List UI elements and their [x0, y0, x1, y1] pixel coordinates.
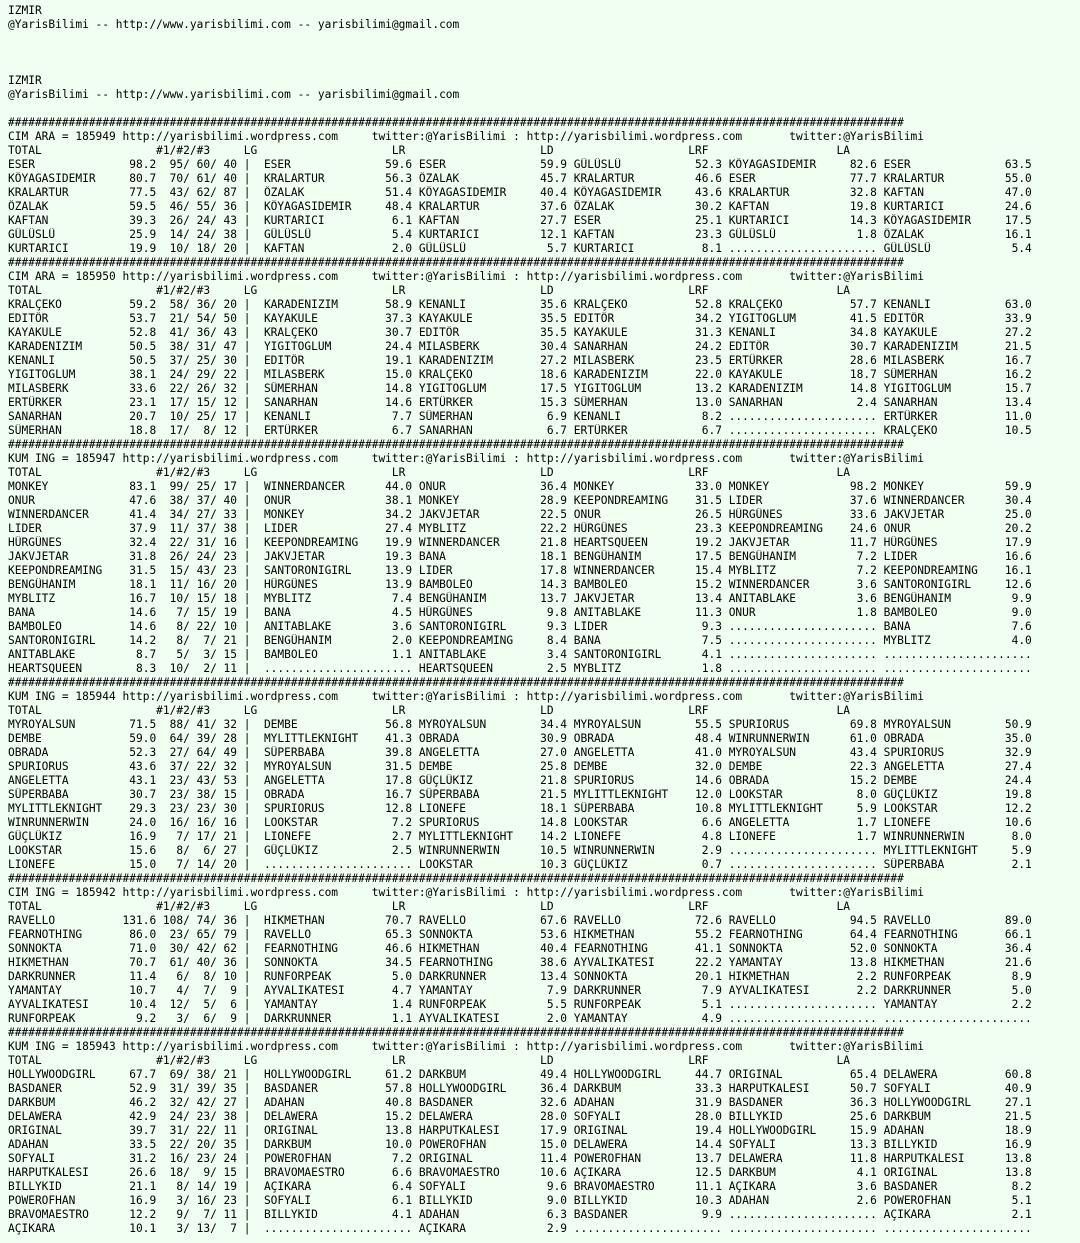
text-line: LIONEFE 15.0 7/ 14/ 20 | ...................... LOOKSTAR 10.3 GÜÇLÜKIZ 0.7 ...................... SÜPERBABA 2.1 — [8, 858, 1032, 871]
text-line: TOTAL #1/#2/#3 LG LR LD LRF LA — [8, 900, 850, 913]
text-line: HÜRGÜNES 32.4 22/ 31/ 16 | KEEPONDREAMING 19.9 WINNERDANCER 21.8 HEARTSQUEEN 19.2 JAKVJETAR 11.7 HÜRGÜNES 17.9 — [8, 536, 1032, 549]
text-line: GÜLÜSLÜ 25.9 14/ 24/ 38 | GÜLÜSLÜ 5.4 KURTARICI 12.1 KAFTAN 23.3 GÜLÜSLÜ 1.8 ÖZALAK 16.1 — [8, 228, 1032, 241]
text-line: KARADENIZIM 50.5 38/ 31/ 47 | YIGITOGLUM 24.4 MILASBERK 30.4 SANARHAN 24.2 EDITÖR 30.7 KARADENIZIM 21.5 — [8, 340, 1032, 353]
text-line: @YarisBilimi -- http://www.yarisbilimi.com -- yarisbilimi@gmail.com — [8, 18, 460, 31]
text-line: TOTAL #1/#2/#3 LG LR LD LRF LA — [8, 704, 850, 717]
text-line: SÜMERHAN 18.8 17/ 8/ 12 | ERTÜRKER 6.7 SANARHAN 6.7 ERTÜRKER 6.7 ...................... KRALÇEKO 10.5 — [8, 424, 1032, 437]
text-line: ERTÜRKER 23.1 17/ 15/ 12 | SANARHAN 14.6 ERTÜRKER 15.3 SÜMERHAN 13.0 SANARHAN 2.4 SANARHAN 13.4 — [8, 396, 1032, 409]
text-line: ##################################################################################################################################### — [8, 116, 904, 129]
text-line: SANTORONIGIRL 14.2 8/ 7/ 21 | BENGÜHANIM 2.0 KEEPONDREAMING 8.4 BANA 7.5 ...................... MYBLITZ 4.0 — [8, 634, 1032, 647]
text-line: KAYAKULE 52.8 41/ 36/ 43 | KRALÇEKO 30.7 EDITÖR 35.5 KAYAKULE 31.3 KENANLI 34.8 KAYAKULE 27.2 — [8, 326, 1032, 339]
text-line: OBRADA 52.3 27/ 64/ 49 | SÜPERBABA 39.8 ANGELETTA 27.0 ANGELETTA 41.0 MYROYALSUN 43.4 SPURIORUS 32.9 — [8, 746, 1032, 759]
text-line: MYROYALSUN 71.5 88/ 41/ 32 | DEMBE 56.8 MYROYALSUN 34.4 MYROYALSUN 55.5 SPURIORUS 69.8 MYROYALSUN 50.9 — [8, 718, 1032, 731]
text-line: CIM ING = 185942 http://yarisbilimi.wordpress.com twitter:@YarisBilimi : http://yarisbilimi.wordpress.com twitter:@YarisBilimi — [8, 886, 925, 899]
text-line: DARKBUM 46.2 32/ 42/ 27 | ADAHAN 40.8 BASDANER 32.6 ADAHAN 31.9 BASDANER 36.3 HOLLYWOODGIRL 27.1 — [8, 1096, 1032, 1109]
text-line: HEARTSQUEEN 8.3 10/ 2/ 11 | ...................... HEARTSQUEEN 2.5 MYBLITZ 1.8 ...................... ...................... — [8, 662, 1032, 675]
text-line: MONKEY 83.1 99/ 25/ 17 | WINNERDANCER 44.0 ONUR 36.4 MONKEY 33.0 MONKEY 98.2 MONKEY 59.9 — [8, 480, 1032, 493]
text-line: HIKMETHAN 70.7 61/ 40/ 36 | SONNOKTA 34.5 FEARNOTHING 38.6 AYVALIKATESI 22.2 YAMANTAY 13.8 HIKMETHAN 21.6 — [8, 956, 1032, 969]
text-line: @YarisBilimi -- http://www.yarisbilimi.com -- yarisbilimi@gmail.com — [8, 88, 460, 101]
text-line: AYVALIKATESI 10.4 12/ 5/ 6 | YAMANTAY 1.4 RUNFORPEAK 5.5 RUNFORPEAK 5.1 ...................... YAMANTAY 2.2 — [8, 998, 1032, 1011]
text-line — [8, 32, 1080, 46]
text-line — [8, 60, 1080, 74]
text-line: FEARNOTHING 86.0 23/ 65/ 79 | RAVELLO 65.3 SONNOKTA 53.6 HIKMETHAN 55.2 FEARNOTHING 64.4 FEARNOTHING 66.1 — [8, 928, 1032, 941]
text-line: BANA 14.6 7/ 15/ 19 | BANA 4.5 HÜRGÜNES 9.8 ANITABLAKE 11.3 ONUR 1.8 BAMBOLEO 9.0 — [8, 606, 1032, 619]
text-line: TOTAL #1/#2/#3 LG LR LD LRF LA — [8, 144, 850, 157]
text-line: GÜÇLÜKIZ 16.9 7/ 17/ 21 | LIONEFE 2.7 MYLITTLEKNIGHT 14.2 LIONEFE 4.8 LIONEFE 1.7 WINRUNNERWIN 8.0 — [8, 830, 1032, 843]
text-line: LOOKSTAR 15.6 8/ 6/ 27 | GÜÇLÜKIZ 2.5 WINRUNNERWIN 10.5 WINRUNNERWIN 2.9 ...................... MYLITTLEKNIGHT 5.9 — [8, 844, 1032, 857]
text-line: JAKVJETAR 31.8 26/ 24/ 23 | JAKVJETAR 19.3 BANA 18.1 BENGÜHANIM 17.5 BENGÜHANIM 7.2 LIDER 16.6 — [8, 550, 1032, 563]
text-line: SÜPERBABA 30.7 23/ 38/ 15 | OBRADA 16.7 SÜPERBABA 21.5 MYLITTLEKNIGHT 12.0 LOOKSTAR 8.0 GÜÇLÜKIZ 19.8 — [8, 788, 1032, 801]
text-line: SANARHAN 20.7 10/ 25/ 17 | KENANLI 7.7 SÜMERHAN 6.9 KENANLI 8.2 ...................... ERTÜRKER 11.0 — [8, 410, 1032, 423]
text-line: DARKRUNNER 11.4 6/ 8/ 10 | RUNFORPEAK 5.0 DARKRUNNER 13.4 SONNOKTA 20.1 HIKMETHAN 2.2 RUNFORPEAK 8.9 — [8, 970, 1032, 983]
text-line: ANITABLAKE 8.7 5/ 3/ 15 | BAMBOLEO 1.1 ANITABLAKE 3.4 SANTORONIGIRL 4.1 ...................... ...................... — [8, 648, 1032, 661]
text-line: TOTAL #1/#2/#3 LG LR LD LRF LA — [8, 284, 850, 297]
text-line: KRALARTUR 77.5 43/ 62/ 87 | ÖZALAK 51.4 KÖYAGASIDEMIR 40.4 KÖYAGASIDEMIR 43.6 KRALARTUR 32.8 KAFTAN 47.0 — [8, 186, 1032, 199]
text-line: WINNERDANCER 41.4 34/ 27/ 33 | MONKEY 34.2 JAKVJETAR 22.5 ONUR 26.5 HÜRGÜNES 33.6 JAKVJETAR 25.0 — [8, 508, 1032, 521]
text-line: AÇIKARA 10.1 3/ 13/ 7 | ...................... AÇIKARA 2.9 ...................... ...................... ...................... — [8, 1222, 1032, 1235]
text-line — [8, 46, 1080, 60]
text-line: KUM ING = 185947 http://yarisbilimi.wordpress.com twitter:@YarisBilimi : http://yarisbilimi.wordpress.com twitter:@YarisBilimi — [8, 452, 925, 465]
text-line: BENGÜHANIM 18.1 11/ 16/ 20 | HÜRGÜNES 13.9 BAMBOLEO 14.3 BAMBOLEO 15.2 WINNERDANCER 3.6 SANTORONIGIRL 12.6 — [8, 578, 1032, 591]
text-line: MILASBERK 33.6 22/ 26/ 32 | SÜMERHAN 14.8 YIGITOGLUM 17.5 YIGITOGLUM 13.2 KARADENIZIM 14.8 YIGITOGLUM 15.7 — [8, 382, 1032, 395]
text-line: ÖZALAK 59.5 46/ 55/ 36 | KÖYAGASIDEMIR 48.4 KRALARTUR 37.6 ÖZALAK 30.2 KAFTAN 19.8 KURTARICI 24.6 — [8, 200, 1032, 213]
text-line: TOTAL #1/#2/#3 LG LR LD LRF LA — [8, 1054, 850, 1067]
text-line: ONUR 47.6 38/ 37/ 40 | ONUR 38.1 MONKEY 28.9 KEEPONDREAMING 31.5 LIDER 37.6 WINNERDANCER 30.4 — [8, 494, 1032, 507]
text-line: ORIGINAL 39.7 31/ 22/ 11 | ORIGINAL 13.8 HARPUTKALESI 17.9 ORIGINAL 19.4 HOLLYWOODGIRL 15.9 ADAHAN 18.9 — [8, 1124, 1032, 1137]
text-line: HARPUTKALESI 26.6 18/ 9/ 15 | BRAVOMAESTRO 6.6 BRAVOMAESTRO 10.6 AÇIKARA 12.5 DARKBUM 4.1 ORIGINAL 13.8 — [8, 1166, 1032, 1179]
text-line: ##################################################################################################################################### — [8, 872, 904, 885]
text-line: ##################################################################################################################################### — [8, 676, 904, 689]
text-line — [8, 102, 1080, 116]
text-line: KAFTAN 39.3 26/ 24/ 43 | KURTARICI 6.1 KAFTAN 27.7 ESER 25.1 KURTARICI 14.3 KÖYAGASIDEMIR 17.5 — [8, 214, 1032, 227]
text-line: POWEROFHAN 16.9 3/ 16/ 23 | SOFYALI 6.1 BILLYKID 9.0 BILLYKID 10.3 ADAHAN 2.6 POWEROFHAN 5.1 — [8, 1194, 1032, 1207]
text-line: KUM ING = 185944 http://yarisbilimi.wordpress.com twitter:@YarisBilimi : http://yarisbilimi.wordpress.com twitter:@YarisBilimi — [8, 690, 925, 703]
text-line: IZMIR — [8, 4, 42, 17]
text-line: BAMBOLEO 14.6 8/ 22/ 10 | ANITABLAKE 3.6 SANTORONIGIRL 9.3 LIDER 9.3 ...................... BANA 7.6 — [8, 620, 1032, 633]
text-line: ##################################################################################################################################### — [8, 1026, 904, 1039]
text-line: KRALÇEKO 59.2 58/ 36/ 20 | KARADENIZIM 58.9 KENANLI 35.6 KRALÇEKO 52.8 KRALÇEKO 57.7 KENANLI 63.0 — [8, 298, 1032, 311]
text-line: MYLITTLEKNIGHT 29.3 23/ 23/ 30 | SPURIORUS 12.8 LIONEFE 18.1 SÜPERBABA 10.8 MYLITTLEKNIGHT 5.9 LOOKSTAR 12.2 — [8, 802, 1032, 815]
text-line: BASDANER 52.9 31/ 39/ 35 | BASDANER 57.8 HOLLYWOODGIRL 36.4 DARKBUM 33.3 HARPUTKALESI 50.7 SOFYALI 40.9 — [8, 1082, 1032, 1095]
text-line: KURTARICI 19.9 10/ 18/ 20 | KAFTAN 2.0 GÜLÜSLÜ 5.7 KURTARICI 8.1 ...................... GÜLÜSLÜ 5.4 — [8, 242, 1032, 255]
text-line: DELAWERA 42.9 24/ 23/ 38 | DELAWERA 15.2 DELAWERA 28.0 SOFYALI 28.0 BILLYKID 25.6 DARKBUM 21.5 — [8, 1110, 1032, 1123]
text-line: RAVELLO 131.6 108/ 74/ 36 | HIKMETHAN 70.7 RAVELLO 67.6 RAVELLO 72.6 RAVELLO 94.5 RAVELLO 89.0 — [8, 914, 1032, 927]
text-line: KEEPONDREAMING 31.5 15/ 43/ 23 | SANTORONIGIRL 13.9 LIDER 17.8 WINNERDANCER 15.4 MYBLITZ 7.2 KEEPONDREAMING 16.1 — [8, 564, 1032, 577]
text-line: YIGITOGLUM 38.1 24/ 29/ 22 | MILASBERK 15.0 KRALÇEKO 18.6 KARADENIZIM 22.0 KAYAKULE 18.7 SÜMERHAN 16.2 — [8, 368, 1032, 381]
text-line: YAMANTAY 10.7 4/ 7/ 9 | AYVALIKATESI 4.7 YAMANTAY 7.9 DARKRUNNER 7.9 AYVALIKATESI 2.2 DARKRUNNER 5.0 — [8, 984, 1032, 997]
text-line: HOLLYWOODGIRL 67.7 69/ 38/ 21 | HOLLYWOODGIRL 61.2 DARKBUM 49.4 HOLLYWOODGIRL 44.7 ORIGINAL 65.4 DELAWERA 60.8 — [8, 1068, 1032, 1081]
text-line: ADAHAN 33.5 22/ 20/ 35 | DARKBUM 10.0 POWEROFHAN 15.0 DELAWERA 14.4 SOFYALI 13.3 BILLYKID 16.9 — [8, 1138, 1032, 1151]
text-line: CIM ARA = 185950 http://yarisbilimi.wordpress.com twitter:@YarisBilimi : http://yarisbilimi.wordpress.com twitter:@YarisBilimi — [8, 270, 925, 283]
text-line: SOFYALI 31.2 16/ 23/ 24 | POWEROFHAN 7.2 ORIGINAL 11.4 POWEROFHAN 13.7 DELAWERA 11.8 HARPUTKALESI 13.8 — [8, 1152, 1032, 1165]
text-line: BILLYKID 21.1 8/ 14/ 19 | AÇIKARA 6.4 SOFYALI 9.6 BRAVOMAESTRO 11.1 AÇIKARA 3.6 BASDANER 8.2 — [8, 1180, 1032, 1193]
text-line: LIDER 37.9 11/ 37/ 38 | LIDER 27.4 MYBLITZ 22.2 HÜRGÜNES 23.3 KEEPONDREAMING 24.6 ONUR 20.2 — [8, 522, 1032, 535]
text-line: SPURIORUS 43.6 37/ 22/ 32 | MYROYALSUN 31.5 DEMBE 25.8 DEMBE 32.0 DEMBE 22.3 ANGELETTA 27.4 — [8, 760, 1032, 773]
text-line: KUM ING = 185943 http://yarisbilimi.wordpress.com twitter:@YarisBilimi : http://yarisbilimi.wordpress.com twitter:@YarisBilimi — [8, 1040, 925, 1053]
text-line: KENANLI 50.5 37/ 25/ 30 | EDITÖR 19.1 KARADENIZIM 27.2 MILASBERK 23.5 ERTÜRKER 28.6 MILASBERK 16.7 — [8, 354, 1032, 367]
text-line: IZMIR — [8, 74, 42, 87]
text-line: ESER 98.2 95/ 60/ 40 | ESER 59.6 ESER 59.9 GÜLÜSLÜ 52.3 KÖYAGASIDEMIR 82.6 ESER 63.5 — [8, 158, 1032, 171]
text-line: ##################################################################################################################################### — [8, 438, 904, 451]
text-line: KÖYAGASIDEMIR 80.7 70/ 61/ 40 | KRALARTUR 56.3 ÖZALAK 45.7 KRALARTUR 46.6 ESER 77.7 KRALARTUR 55.0 — [8, 172, 1032, 185]
text-line: ANGELETTA 43.1 23/ 43/ 53 | ANGELETTA 17.8 GÜÇLÜKIZ 21.8 SPURIORUS 14.6 OBRADA 15.2 DEMBE 24.4 — [8, 774, 1032, 787]
text-line: ##################################################################################################################################### — [8, 256, 904, 269]
text-line: CIM ARA = 185949 http://yarisbilimi.wordpress.com twitter:@YarisBilimi : http://yarisbilimi.wordpress.com twitter:@YarisBilimi — [8, 130, 925, 143]
text-line: WINRUNNERWIN 24.0 16/ 16/ 16 | LOOKSTAR 7.2 SPURIORUS 14.8 LOOKSTAR 6.6 ANGELETTA 1.7 LIONEFE 10.6 — [8, 816, 1032, 829]
text-line: DEMBE 59.0 64/ 39/ 28 | MYLITTLEKNIGHT 41.3 OBRADA 30.9 OBRADA 48.4 WINRUNNERWIN 61.0 OBRADA 35.0 — [8, 732, 1032, 745]
text-line: TOTAL #1/#2/#3 LG LR LD LRF LA — [8, 466, 850, 479]
text-line: MYBLITZ 16.7 10/ 15/ 18 | MYBLITZ 7.4 BENGÜHANIM 13.7 JAKVJETAR 13.4 ANITABLAKE 3.6 BENGÜHANIM 9.9 — [8, 592, 1032, 605]
text-line: EDITÖR 53.7 21/ 54/ 50 | KAYAKULE 37.3 KAYAKULE 35.5 EDITÖR 34.2 YIGITOGLUM 41.5 EDITÖR 33.9 — [8, 312, 1032, 325]
text-line: BRAVOMAESTRO 12.2 9/ 7/ 11 | BILLYKID 4.1 ADAHAN 6.3 BASDANER 9.9 ...................... AÇIKARA 2.1 — [8, 1208, 1032, 1221]
text-line: SONNOKTA 71.0 30/ 42/ 62 | FEARNOTHING 46.6 HIKMETHAN 40.4 FEARNOTHING 41.1 SONNOKTA 52.0 SONNOKTA 36.4 — [8, 942, 1032, 955]
text-line: RUNFORPEAK 9.2 3/ 6/ 9 | DARKRUNNER 1.1 AYVALIKATESI 2.0 YAMANTAY 4.9 ...................... ...................... — [8, 1012, 1032, 1025]
